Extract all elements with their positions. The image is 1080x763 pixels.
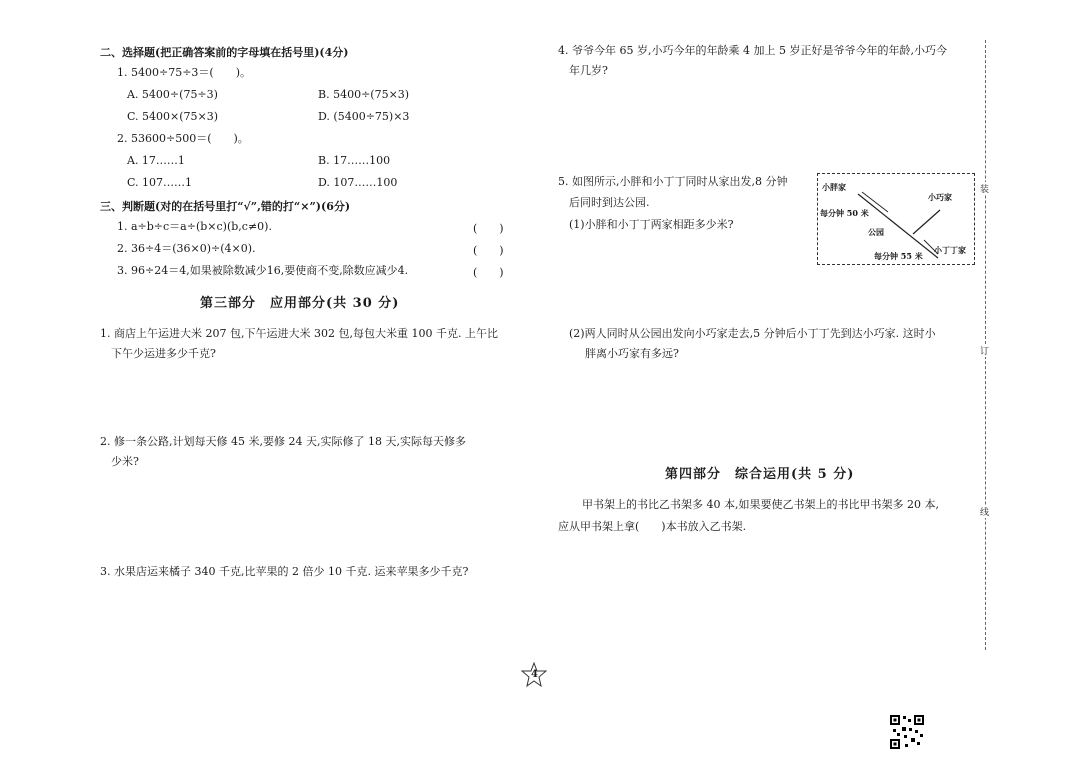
part-4-question-line-1: 甲书架上的书比乙书架多 40 本,如果要使乙书架上的书比甲书架多 20 本, — [582, 498, 939, 511]
question-1-option-c: C. 5400×(75×3) — [127, 110, 219, 123]
application-5-sub-2-line-1: (2)两人同时从公园出发向小巧家走去,5 分钟后小丁丁先到达小巧家. 这时小 — [569, 327, 936, 340]
part-3-title: 第三部分 应用部分(共 30 分) — [200, 296, 400, 311]
binding-char-zhuang: 装 — [980, 182, 989, 195]
application-2-line-2: 少米? — [111, 455, 139, 468]
page-number: 4 — [531, 669, 538, 680]
xiaodingding-home-label: 小丁丁家 — [934, 245, 966, 255]
application-1-line-2: 下午少运进多少千克? — [111, 347, 216, 360]
application-2-line-1: 2. 修一条公路,计划每天修 45 米,要修 24 天,实际修了 18 天,实际每天修多 — [100, 435, 466, 448]
judge-3-answer-bracket[interactable]: ( ) — [473, 266, 504, 279]
part-4-question-line-2: 应从甲书架上拿( )本书放入乙书架. — [558, 520, 747, 533]
speed-ding-label: 每分钟 55 米 — [874, 251, 923, 261]
application-4-line-1: 4. 爷爷今年 65 岁,小巧今年的年龄乘 4 加上 5 岁正好是爷爷今年的年龄,小巧今 — [558, 44, 947, 57]
application-3: 3. 水果店运来橘子 340 千克,比苹果的 2 倍少 10 千克. 运来苹果多少千克? — [100, 565, 469, 578]
judge-2-answer-bracket[interactable]: ( ) — [473, 244, 504, 257]
binding-char-ding: 订 — [980, 344, 989, 357]
judge-3: 3. 96÷24＝4,如果被除数减少16,要使商不变,除数应减少4. — [117, 264, 409, 277]
road-pang-to-ding — [858, 194, 938, 258]
section-2-title: 二、选择题(把正确答案前的字母填在括号里)(4分) — [100, 46, 349, 59]
question-2-option-a: A. 17……1 — [127, 154, 185, 167]
page-number-badge — [521, 662, 547, 688]
application-4-line-2: 年几岁? — [569, 64, 608, 77]
question-1-option-a: A. 5400÷(75÷3) — [127, 88, 218, 101]
application-5-sub-1: (1)小胖和小丁丁两家相距多少米? — [569, 218, 734, 231]
question-2: 2. 53600÷500＝( )。 — [117, 132, 249, 145]
xiaoqiao-home-label: 小巧家 — [928, 192, 952, 202]
part-4-title: 第四部分 综合运用(共 5 分) — [665, 467, 855, 482]
section-3-title: 三、判断题(对的在括号里打“√”,错的打“×”)(6分) — [100, 200, 351, 213]
speed-pang-label: 每分钟 50 米 — [820, 208, 869, 218]
xiaopang-home-label: 小胖家 — [822, 182, 846, 192]
judge-1: 1. a÷b÷c＝a÷(b×c)(b,c≠0). — [117, 220, 272, 233]
question-2-option-d: D. 107……100 — [318, 176, 398, 189]
park-label: 公园 — [868, 227, 884, 237]
judge-2: 2. 36÷4＝(36×0)÷(4×0). — [117, 242, 256, 255]
application-5-sub-2-line-2: 胖离小巧家有多远? — [585, 347, 679, 360]
question-1-option-b: B. 5400÷(75×3) — [318, 88, 410, 101]
question-1: 1. 5400÷75÷3＝( )。 — [117, 66, 251, 79]
qr-code-icon — [889, 714, 925, 750]
binding-char-xian: 线 — [980, 505, 989, 518]
application-5-line-2: 后同时到达公园. — [569, 196, 650, 209]
application-5-line-1: 5. 如图所示,小胖和小丁丁同时从家出发,8 分钟 — [558, 175, 788, 188]
question-2-option-b: B. 17……100 — [318, 154, 391, 167]
route-diagram — [817, 173, 975, 265]
question-1-option-d: D. (5400÷75)×3 — [318, 110, 410, 123]
application-1-line-1: 1. 商店上午运进大米 207 包,下午运进大米 302 包,每包大米重 100 千克. 上午比 — [100, 327, 498, 340]
judge-1-answer-bracket[interactable]: ( ) — [473, 222, 504, 235]
question-2-option-c: C. 107……1 — [127, 176, 193, 189]
road-park-to-qiao — [913, 210, 940, 234]
